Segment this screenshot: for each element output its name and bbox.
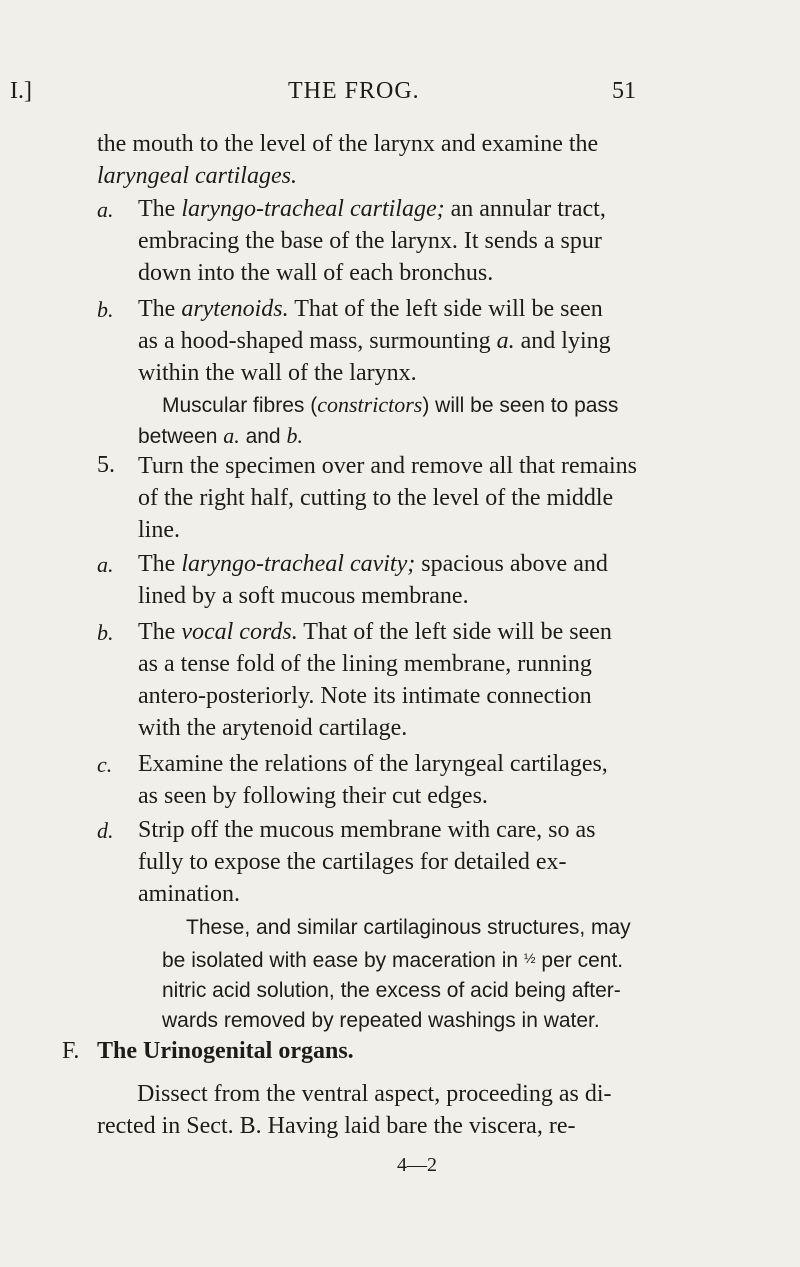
section-letter: F. [62, 1038, 80, 1064]
text-line: Dissect from the ventral aspect, proceeding as di- [137, 1081, 612, 1107]
text-line: fully to expose the cartilages for detailed ex- [138, 849, 567, 875]
term: vocal cords. [181, 619, 298, 645]
text-line: The vocal cords. That of the left side will be seen [138, 619, 612, 645]
text-line: the mouth to the level of the larynx and examine the [97, 131, 599, 157]
text-line: with the arytenoid cartilage. [138, 715, 408, 741]
step-number: 5. [97, 452, 115, 478]
item-label: a. [97, 552, 114, 577]
section-F-paragraph [97, 1078, 797, 1142]
text-line: rected in Sect. B. Having laid bare the viscera, re- [97, 1113, 576, 1139]
section-number: I.] [10, 78, 32, 104]
text-line: nitric acid solution, the excess of acid being after- [162, 979, 621, 1002]
item-arytenoids [138, 293, 798, 389]
text-line: The laryngo-tracheal cavity; spacious above and [138, 551, 608, 577]
text-line: The laryngo-tracheal cartilage; an annular tract, [138, 196, 606, 222]
item-strip-membrane [138, 814, 798, 910]
page-number: 51 [612, 78, 636, 104]
text-line: within the wall of the larynx. [138, 360, 417, 386]
text-line: Turn the specimen over and remove all that remains [138, 453, 637, 479]
item-label: d. [97, 818, 114, 843]
running-head [0, 78, 800, 112]
item-label: a. [97, 197, 114, 222]
term: constrictors [317, 392, 423, 417]
text-line: The arytenoids. That of the left side will be seen [138, 296, 603, 322]
term: laryngeal cartilages. [97, 163, 297, 189]
intro-paragraph [97, 128, 787, 192]
item-label: c. [97, 752, 113, 777]
text-line: These, and similar cartilaginous structures, may [186, 916, 631, 939]
text-line: wards removed by repeated washings in water. [162, 1009, 600, 1032]
item-label: b. [97, 620, 114, 645]
item-examine-relations [138, 748, 798, 812]
text-line: antero-posteriorly. Note its intimate connection [138, 683, 592, 709]
text-line [97, 160, 787, 192]
note-constrictors [138, 390, 800, 452]
running-title: THE FROG. [288, 78, 420, 104]
text-line: Muscular fibres (constrictors) will be seen to pass [162, 392, 619, 417]
term: laryngo-tracheal cartilage; [181, 196, 445, 222]
text-line: be isolated with ease by maceration in ½ per cent. [162, 943, 798, 976]
text-line: Examine the relations of the laryngeal cartilages, [138, 751, 608, 777]
text-line: as a hood-shaped mass, surmounting a. and lying [138, 328, 611, 354]
text-line: Strip off the mucous membrane with care, so as [138, 817, 596, 843]
text-line: lined by a soft mucous membrane. [138, 583, 469, 609]
item-label: b. [97, 297, 114, 322]
text-line: line. [138, 517, 180, 543]
item-laryngo-tracheal-cavity [138, 548, 798, 612]
note-maceration [162, 913, 798, 1036]
text-line: as seen by following their cut edges. [138, 783, 488, 809]
text-line: down into the wall of each bronchus. [138, 260, 494, 286]
text-line: amination. [138, 881, 240, 907]
signature-mark: 4—2 [397, 1154, 437, 1176]
term: arytenoids. [181, 296, 289, 322]
item-vocal-cords [138, 616, 798, 744]
section-heading: The Urinogenital organs. [97, 1038, 354, 1064]
text-line: of the right half, cutting to the level of the middle [138, 485, 614, 511]
fraction-half: ½ [523, 950, 536, 966]
term: laryngo-tracheal cavity; [181, 551, 416, 577]
text-line: as a tense fold of the lining membrane, running [138, 651, 592, 677]
text-line: embracing the base of the larynx. It sends a spur [138, 228, 602, 254]
item-laryngo-tracheal-cartilage [138, 193, 798, 289]
step-5-paragraph [138, 450, 798, 546]
text-line: between a. and b. [138, 423, 303, 448]
